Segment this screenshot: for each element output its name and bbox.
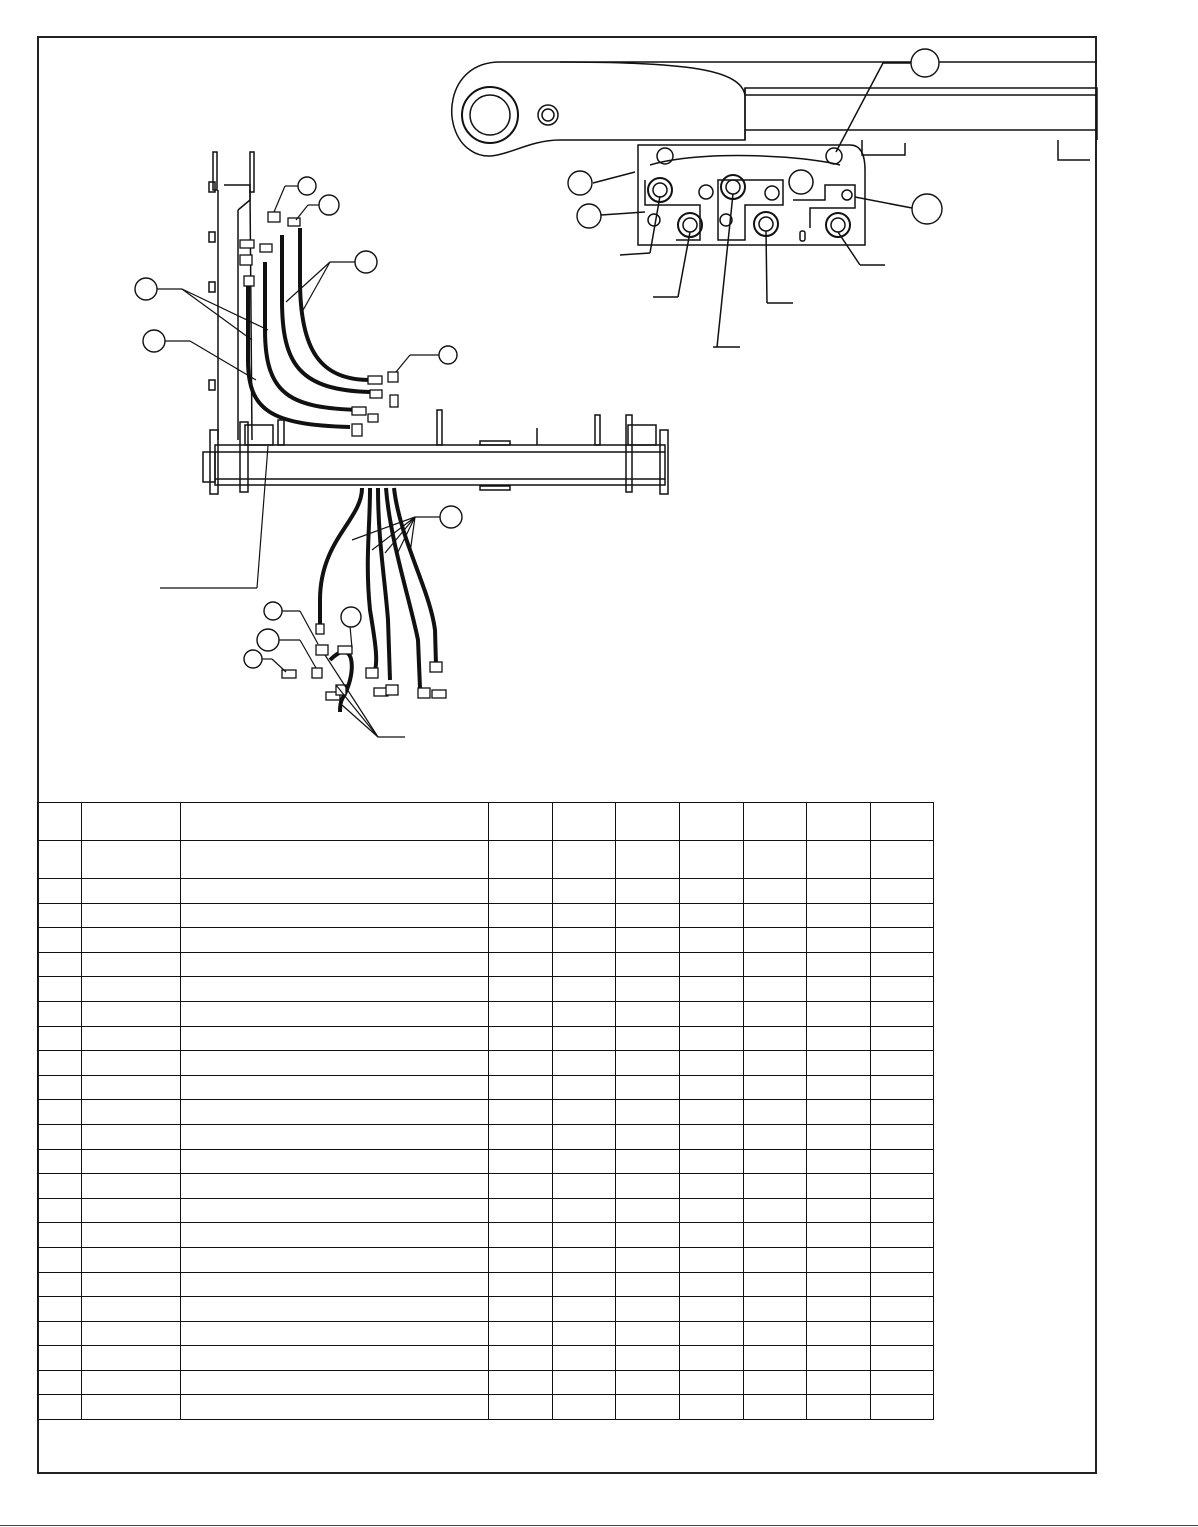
table-cell [744,1174,807,1199]
table-cell [181,1321,489,1346]
table-cell [744,1247,807,1272]
table-cell [680,952,744,977]
table-cell [680,1124,744,1149]
table-cell [807,1149,871,1174]
table-cell [807,1321,871,1346]
table-cell [38,977,82,1002]
table-cell [807,903,871,928]
table-cell [807,1174,871,1199]
table-cell [38,841,82,879]
table-cell [616,803,680,841]
table-cell [616,1272,680,1297]
table-cell [553,1346,616,1371]
table-cell [82,1272,181,1297]
table-cell [553,1075,616,1100]
table-cell [680,1001,744,1026]
cross-beam [203,410,668,494]
table-cell [553,952,616,977]
table-cell [553,1272,616,1297]
table-cell [616,1124,680,1149]
table-cell [489,1124,553,1149]
table-cell [181,1346,489,1371]
table-row [38,977,934,1002]
table-cell [807,1075,871,1100]
table-cell [871,1272,934,1297]
table-cell [38,1198,82,1223]
table-cell [553,1370,616,1395]
table-cell [871,1124,934,1149]
table-cell [38,1174,82,1199]
table-cell [181,1100,489,1125]
table-row [38,1174,934,1199]
table-cell [82,928,181,953]
table-cell [38,928,82,953]
table-cell [82,1051,181,1076]
table-cell [489,803,553,841]
callout-balloon [135,278,157,300]
table-cell [181,1075,489,1100]
table-cell [181,1174,489,1199]
table-row [38,1370,934,1395]
table-header-row [38,841,934,879]
table-cell [82,1075,181,1100]
table-row [38,1247,934,1272]
table-cell [680,879,744,904]
table-cell [82,1223,181,1248]
table-cell [38,952,82,977]
table-cell [744,841,807,879]
table-cell [744,1198,807,1223]
table-cell [616,1395,680,1420]
table-cell [871,977,934,1002]
table-cell [744,928,807,953]
table-cell [489,903,553,928]
table-cell [871,841,934,879]
table-cell [744,952,807,977]
table-row [38,1051,934,1076]
table-cell [82,952,181,977]
table-cell [871,1051,934,1076]
table-cell [38,803,82,841]
table-cell [680,1174,744,1199]
table-row [38,1395,934,1420]
table-cell [82,977,181,1002]
table-cell [82,803,181,841]
table-cell [744,1124,807,1149]
table-cell [553,1051,616,1076]
table-cell [680,977,744,1002]
table-cell [871,1174,934,1199]
table-cell [807,952,871,977]
table-cell [680,1051,744,1076]
table-cell [38,1223,82,1248]
page-bottom-rule [0,1525,1198,1526]
table-cell [744,1051,807,1076]
table-cell [871,1321,934,1346]
table-cell [82,1198,181,1223]
table-cell [553,1149,616,1174]
table-cell [82,841,181,879]
table-row [38,1001,934,1026]
table-cell [38,1297,82,1322]
table-cell [489,1075,553,1100]
table-cell [744,1026,807,1051]
table-cell [744,803,807,841]
table-cell [181,928,489,953]
table-cell [489,1100,553,1125]
callout-balloon [355,251,377,273]
table-cell [181,841,489,879]
table-cell [871,1149,934,1174]
table-cell [181,1395,489,1420]
table-cell [38,1247,82,1272]
table-cell [744,1272,807,1297]
table-cell [181,1026,489,1051]
table-cell [871,1297,934,1322]
table-cell [616,1149,680,1174]
table-cell [807,841,871,879]
table-cell [82,1346,181,1371]
table-cell [680,1370,744,1395]
table-cell [871,1247,934,1272]
table-cell [616,1198,680,1223]
table-cell [489,1174,553,1199]
table-cell [680,928,744,953]
table-cell [82,1100,181,1125]
table-row [38,1272,934,1297]
table-cell [744,1001,807,1026]
table-cell [807,1051,871,1076]
table-cell [553,1247,616,1272]
table-cell [680,903,744,928]
table-cell [616,1370,680,1395]
table-cell [871,1198,934,1223]
table-cell [871,1100,934,1125]
table-row [38,1198,934,1223]
valve-mount-plate [638,145,865,245]
table-cell [807,1124,871,1149]
table-cell [616,1001,680,1026]
table-cell [680,1346,744,1371]
table-cell [871,1026,934,1051]
table-cell [553,841,616,879]
table-cell [38,903,82,928]
table-cell [807,1198,871,1223]
table-cell [616,1321,680,1346]
table-cell [807,803,871,841]
table-cell [744,1370,807,1395]
table-row [38,1026,934,1051]
table-cell [553,803,616,841]
table-cell [616,928,680,953]
table-cell [616,841,680,879]
callout-balloon [911,49,939,77]
table-cell [38,1075,82,1100]
callout-balloon [244,650,262,668]
table-cell [181,1297,489,1322]
table-cell [38,1001,82,1026]
table-cell [744,1223,807,1248]
table-cell [181,1149,489,1174]
table-cell [489,1247,553,1272]
table-cell [82,1395,181,1420]
callout-balloon [440,506,462,528]
table-cell [744,903,807,928]
table-cell [489,1321,553,1346]
table-row [38,903,934,928]
table-cell [616,1026,680,1051]
table-cell [744,1297,807,1322]
table-cell [38,1346,82,1371]
table-cell [181,1051,489,1076]
table-cell [553,1100,616,1125]
table-cell [38,1370,82,1395]
table-cell [181,1198,489,1223]
table-cell [82,1174,181,1199]
table-cell [553,1297,616,1322]
table-cell [553,977,616,1002]
table-cell [181,1124,489,1149]
table-cell [181,952,489,977]
callout-balloon [912,194,942,224]
table-cell [38,1321,82,1346]
table-cell [616,1075,680,1100]
table-cell [181,903,489,928]
table-cell [616,977,680,1002]
table-cell [807,1247,871,1272]
table-cell [744,1149,807,1174]
table-cell [680,803,744,841]
table-cell [489,879,553,904]
table-cell [553,928,616,953]
table-cell [38,1272,82,1297]
table-cell [489,1346,553,1371]
table-row [38,1124,934,1149]
table-cell [680,1149,744,1174]
table-cell [82,1124,181,1149]
table-row [38,1321,934,1346]
table-cell [489,952,553,977]
table-cell [38,1124,82,1149]
table-cell [489,1370,553,1395]
table-cell [871,1370,934,1395]
table-cell [871,952,934,977]
table-row [38,928,934,953]
table-cell [680,1297,744,1322]
table-cell [871,803,934,841]
table-cell [871,928,934,953]
table-cell [616,1297,680,1322]
table-cell [807,1223,871,1248]
table-cell [82,1026,181,1051]
table-cell [680,841,744,879]
table-cell [181,1247,489,1272]
table-cell [82,903,181,928]
table-row [38,1075,934,1100]
table-cell [181,1223,489,1248]
table-cell [807,928,871,953]
table-cell [680,1247,744,1272]
table-cell [680,1100,744,1125]
table-cell [553,1001,616,1026]
table-cell [871,879,934,904]
table-cell [82,879,181,904]
table-cell [744,879,807,904]
table-cell [744,1075,807,1100]
table-cell [489,1001,553,1026]
table-cell [38,1100,82,1125]
callout-balloon [257,629,279,651]
table-cell [807,879,871,904]
table-cell [680,1198,744,1223]
table-cell [181,803,489,841]
table-cell [38,879,82,904]
table-cell [489,841,553,879]
table-cell [38,1026,82,1051]
table-cell [807,1346,871,1371]
table-cell [680,1395,744,1420]
callout-balloon [577,204,601,228]
table-cell [181,879,489,904]
table-cell [616,879,680,904]
callout-balloon [143,330,165,352]
table-cell [38,1395,82,1420]
table-cell [489,1223,553,1248]
table-cell [553,903,616,928]
table-row [38,1100,934,1125]
table-cell [82,1297,181,1322]
table-cell [744,1321,807,1346]
table-cell [616,952,680,977]
table-cell [489,1198,553,1223]
table-cell [82,1370,181,1395]
table-cell [871,1001,934,1026]
table-cell [181,1001,489,1026]
table-cell [82,1321,181,1346]
table-cell [553,1124,616,1149]
table-cell [616,1051,680,1076]
table-cell [616,1100,680,1125]
table-cell [553,1321,616,1346]
table-row [38,1223,934,1248]
table-cell [807,1100,871,1125]
table-row [38,1297,934,1322]
table-cell [553,1395,616,1420]
table-cell [181,1272,489,1297]
table-cell [807,1297,871,1322]
table-cell [489,1051,553,1076]
table-cell [489,1149,553,1174]
table-cell [489,1272,553,1297]
callout-balloon [298,177,316,195]
table-row [38,879,934,904]
callout-balloon [568,171,592,195]
table-cell [680,1026,744,1051]
table-cell [616,1247,680,1272]
table-cell [680,1223,744,1248]
callout-balloon [264,602,282,620]
table-cell [181,1370,489,1395]
table-cell [680,1272,744,1297]
callout-balloon [319,195,339,215]
table-cell [616,1346,680,1371]
table-cell [680,1075,744,1100]
table-cell [871,1075,934,1100]
table-cell [181,977,489,1002]
table-row [38,952,934,977]
table-cell [553,879,616,904]
table-row [38,1149,934,1174]
table-cell [744,1100,807,1125]
table-row [38,1346,934,1371]
table-cell [871,1346,934,1371]
table-cell [553,1174,616,1199]
table-cell [807,1370,871,1395]
parts-list-table [37,802,934,1420]
table-cell [807,1395,871,1420]
callout-balloon [439,346,457,364]
table-cell [807,1026,871,1051]
table-cell [553,1198,616,1223]
table-cell [489,928,553,953]
table-cell [616,1174,680,1199]
table-cell [489,1026,553,1051]
table-cell [871,1395,934,1420]
table-cell [744,1346,807,1371]
table-header-row [38,803,934,841]
table-cell [489,1395,553,1420]
table-cell [489,1297,553,1322]
table-cell [744,977,807,1002]
table-cell [680,1321,744,1346]
table-cell [82,1149,181,1174]
table-cell [871,903,934,928]
callout-balloon [341,607,361,627]
table-cell [616,1223,680,1248]
table-cell [82,1001,181,1026]
table-cell [807,1272,871,1297]
table-cell [553,1026,616,1051]
table-cell [489,977,553,1002]
table-cell [744,1395,807,1420]
table-cell [553,1223,616,1248]
table-cell [807,1001,871,1026]
table-cell [616,903,680,928]
upper-hoses [248,228,370,427]
table-cell [807,977,871,1002]
table-cell [871,1223,934,1248]
table-cell [38,1149,82,1174]
table-cell [38,1051,82,1076]
table-cell [82,1247,181,1272]
